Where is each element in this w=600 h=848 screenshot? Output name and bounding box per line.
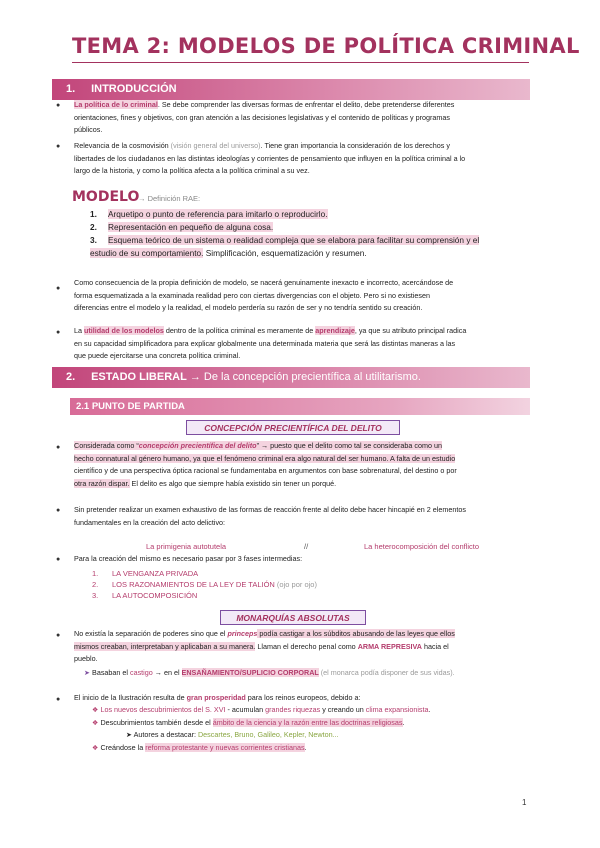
- diamond-bullet-icon: ❖: [92, 705, 99, 714]
- bullet-icon: ●: [56, 444, 61, 451]
- list-item: 2. LOS RAZONAMIENTOS DE LA LEY DE TALIÓN (ojo por ojo): [92, 580, 317, 589]
- text: libertades de los ciudadanos en las distintas ideologías y corrientes de pensamiento que influyen en la política criminal a lo: [74, 153, 466, 163]
- element-heterocomposicion: La heterocomposición del conflicto: [364, 542, 480, 551]
- paragraph-ilustracion: El inicio de la Ilustración resulta de gran prosperidad para los reinos europeos, debido a:: [74, 693, 361, 702]
- bullet-icon: ●: [56, 329, 61, 336]
- text: orientaciones, fines y objetivos, con gran atención a las decisiones legislativas y el contenido de políticas y programas: [74, 112, 450, 122]
- aside-note: (visión general del universo): [168, 141, 261, 150]
- separator: //: [304, 542, 309, 551]
- element-autotutela: La primigenia autotutela: [146, 542, 227, 551]
- ilustracion-list: [92, 704, 524, 754]
- list-item: ❖ Creándose la reforma protestante y nuevas corrientes cristianas.: [92, 742, 307, 752]
- text: . Tiene gran importancia la consideración de los derechos y: [260, 141, 450, 150]
- text: Relevancia de la cosmovisión: [74, 141, 169, 150]
- list-item: ❖ Los nuevos descubrimientos del S. XVI - acumulan grandes riquezas y creando un clima expansionista.: [92, 705, 431, 714]
- list-item: estudio de su comportamiento. Simplificación, esquematización y resumen.: [90, 248, 367, 258]
- boxed-heading-concepcion: CONCEPCIÓN PRECIENTÍFICA DEL DELITO: [186, 420, 400, 435]
- bullet-icon: ●: [56, 143, 61, 150]
- diamond-bullet-icon: ❖: [92, 742, 99, 752]
- subsection-header: 2.1 PUNTO DE PARTIDA: [70, 398, 530, 415]
- section-header-estado-liberal: 2. ESTADO LIBERAL → De la concepción precientífica al utilitarismo.: [52, 367, 530, 388]
- paragraph-fases: Para la creación del mismo es necesario pasar por 3 fases intermedias:: [74, 554, 303, 563]
- section-header-introduccion: [52, 79, 530, 100]
- arrow-icon: ➤: [126, 730, 133, 740]
- list-item: 3. Esquema teórico de un sistema o realidad compleja que se elabora para facilitar su comprensión y el: [90, 235, 480, 245]
- modelo-definition-list: [90, 208, 479, 260]
- bullet-icon: ●: [56, 285, 61, 292]
- text: . Se debe comprender las diversas formas de enfrentar el delito, debe pretenderse diferentes: [157, 100, 455, 109]
- diamond-bullet-icon: ❖: [92, 717, 99, 727]
- paragraph-castigo: ➤ Basaban el castigo → en el ENSAÑAMIENTO/SUPLICIO CORPORAL (el monarca podía disponer de sus vidas).: [84, 668, 455, 677]
- modelo-heading: MODELO: [72, 189, 140, 205]
- page-title: TEMA 2: MODELOS DE POLÍTICA CRIMINAL: [72, 34, 580, 58]
- text: largo de la historia, y como la política afecta a la política criminal a su vez.: [74, 166, 310, 176]
- list-item: 1. LA VENGANZA PRIVADA: [92, 569, 199, 578]
- bullet-icon: ●: [56, 102, 61, 109]
- paragraph-consecuencia: Como consecuencia de la propia definición de modelo, se nacerá genuinamente inexacto e incorrecto, acercándose de forma esquematizada a la examinada realidad pero con ciertas divergencias con el objeto. Pero si no existiesen diferencias entre el modelo y la realidad, el modelo perdería su razón de ser y no tendría sentido su creación.: [74, 278, 454, 313]
- arrow-icon: ➤: [84, 668, 91, 677]
- bullet-icon: ●: [56, 632, 61, 639]
- bullet-icon: ●: [56, 556, 61, 563]
- title-underline: [72, 62, 529, 63]
- boxed-heading-monarquias: MONARQUÍAS ABSOLUTAS: [220, 610, 366, 625]
- list-item: ➤ Autores a destacar: Descartes, Bruno, Galileo, Kepler, Newton...: [126, 730, 339, 740]
- paragraph-politica: [74, 99, 530, 137]
- paragraph-cosmovision: [74, 140, 530, 178]
- key-term: La política de lo criminal: [74, 100, 158, 109]
- fases-list: [92, 568, 317, 601]
- paragraph-princeps: No existía la separación de poderes sino que el princeps podía castigar a los súbditos abusando de las leyes que ellos mismos creaban, interpretaban y aplicaban a su manera. Llaman el derecho penal como ARMA REPRESIVA hacia el pueblo.: [74, 629, 455, 664]
- section-number: 1.: [66, 83, 76, 95]
- paragraph-concepcion: Considerada como “concepción precientífica del delito” → puesto que el delito como tal se consideraba como un hecho connatural al género humano, ya que el fenómeno criminal era algo natural del ser humano. A falta de un estudio científico y de una perspectiva óptica racional se fundamentaba en argumentos con base sobrenatural, del destino o por otra razón dispar. El delito es algo que siempre había existido sin tener un porqué.: [74, 441, 457, 488]
- bullet-icon: ●: [56, 507, 61, 514]
- paragraph-utilidad: La utilidad de los modelos dentro de la política criminal es meramente de aprendizaje, ya que su atributo principal radica en su capacidad simplificadora para explicar globalmente una determinada materia que será las distintas maneras a las que puede ejercitarse una concreta política criminal.: [74, 326, 467, 361]
- bullet-icon: ●: [56, 696, 61, 703]
- list-item: ❖ Descubrimientos también desde el ámbito de la ciencia y la razón entre las doctrinas religiosas.: [92, 717, 405, 727]
- paragraph-examen: Sin pretender realizar un examen exhaustivo de las formas de reacción frente al delito debe hacer hincapié en 2 elementos fundamentales en la creación del acto delictivo:: [74, 505, 466, 527]
- section-label: INTRODUCCIÓN: [91, 83, 177, 95]
- text: públicos.: [74, 125, 103, 135]
- list-item: 3. LA AUTOCOMPOSICIÓN: [92, 591, 198, 600]
- page-number: 1: [522, 798, 527, 807]
- list-item: 1. Arquetipo o punto de referencia para imitarlo o reproducirlo.: [90, 209, 328, 219]
- list-item: 2. Representación en pequeño de alguna cosa.: [90, 222, 274, 232]
- modelo-subtitle: → Definición RAE:: [138, 194, 201, 203]
